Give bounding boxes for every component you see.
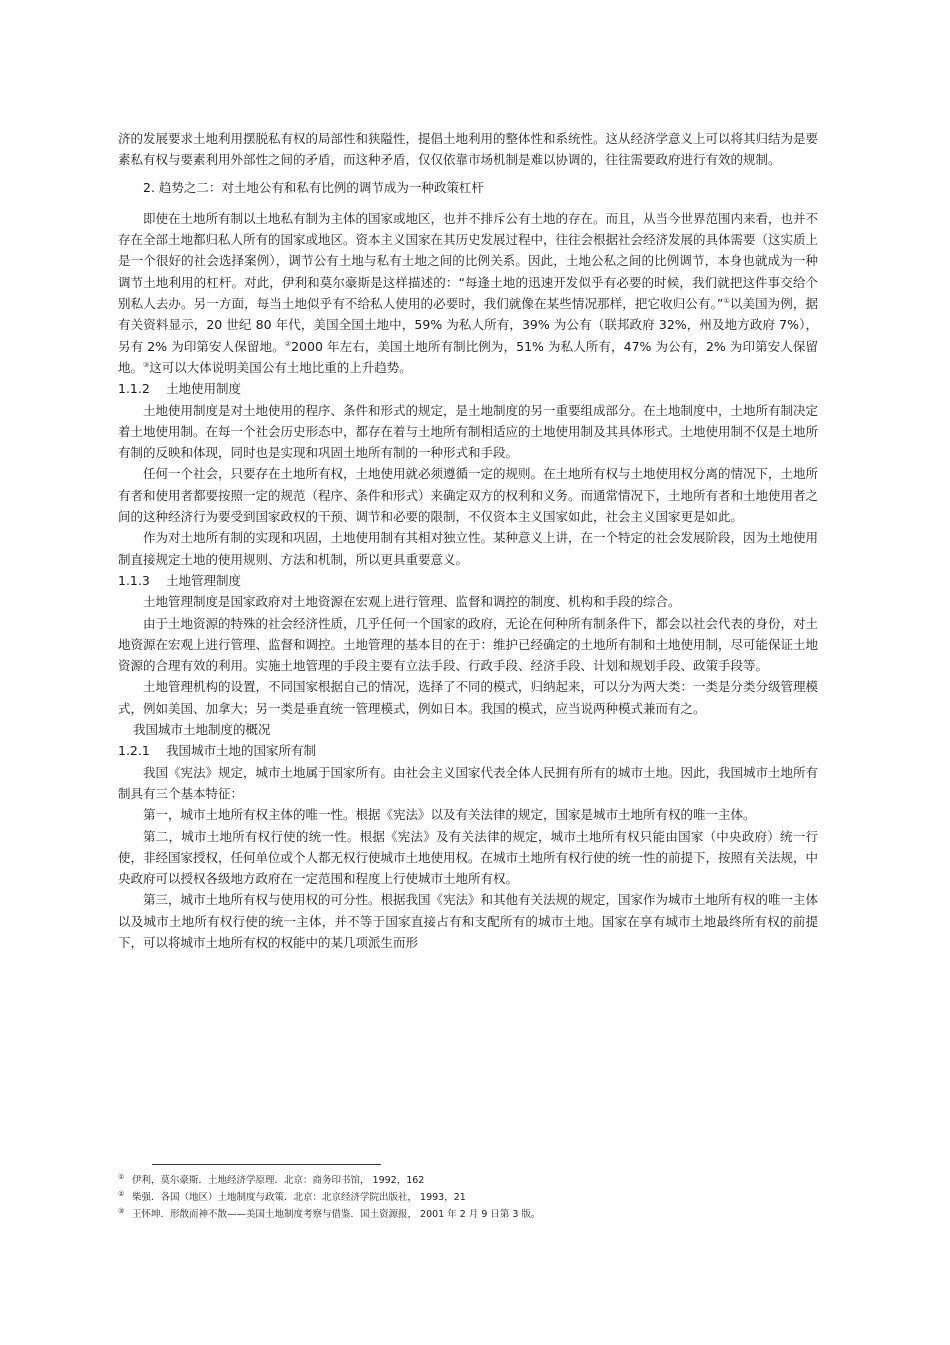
section-heading-1-2-1 — [118, 740, 818, 761]
trend-two-heading: 2. 趋势之二：对土地公有和私有比例的调节成为一种政策杠杆 — [143, 179, 484, 195]
section-heading-1-1-2 — [118, 378, 818, 399]
section-title: 土地使用制度 — [166, 381, 242, 397]
footnote-ref-1[interactable]: ① — [723, 296, 730, 305]
section-number: 1.2.1 — [118, 743, 150, 759]
paragraph-text: 这可以大体说明美国公有土地比重的上升趋势。 — [149, 359, 412, 375]
paragraph-text: 以美国为例，据有关资料显示，20 世纪 80 年代，美国全国土地中，59% 为私人所有，39% 为公有（联邦政府 32%，州及地方政府 7%），另有 2% 为印第安人保留地。 — [118, 296, 818, 354]
paragraph-feature-three: 第三，城市土地所有权与使用权的可分性。根据我国《宪法》和其他有关法规的规定，国家作为城市土地所有权的唯一主体以及城市土地所有权行使的统一主体，并不等于国家直接占有和支配所有的城市土地。国家在享有城市土地最终所有权的前提下，可以将城市土地所有权的权能中的某几项派生而形 — [118, 892, 819, 950]
footnote-text: 柴强．各国（地区）土地制度与政策．北京：北京经济学院出版社， 1993，21 — [132, 1192, 466, 1203]
section-heading-1-1-3 — [118, 570, 818, 591]
footnote-2: ② 柴强．各国（地区）土地制度与政策．北京：北京经济学院出版社， 1993，21 — [118, 1189, 466, 1203]
section-number: 1.1.3 — [118, 572, 150, 588]
paragraph-constitution: 我国《宪法》规定，城市土地属于国家所有。由社会主义国家代表全体人民拥有所有的城市土地。因此，我国城市土地所有制具有三个基本特征： — [118, 764, 819, 801]
footnote-ref-3[interactable]: ③ — [143, 360, 150, 369]
paragraph-feature-one: 第一，城市土地所有权主体的唯一性。根据《宪法》以及有关法律的规定，国家是城市土地所有权的唯一主体。 — [143, 807, 756, 823]
footnotes — [118, 1172, 818, 1223]
paragraph-land-use-system: 土地使用制度是对土地使用的程序、条件和形式的规定，是土地制度的另一重要组成部分。在土地制度中，土地所有制决定着土地使用制。在每一个社会历史形态中，都存在着与土地所有制相适应的土地使用制及其具体形式。土地使用制不仅是土地所有制的反映和体现，同时也是实现和巩固土地所有制的一种形式和手段。 — [118, 402, 819, 461]
paragraph-continuation: 济的发展要求土地利用摆脱私有权的局部性和狭隘性，提倡土地利用的整体性和系统性。这从经济学意义上可以将其归结为是要素私有权与要素利用外部性之间的矛盾，而这种矛盾，仅仅依靠市场机制是难以协调的，往往需要政府进行有效的规制。 — [118, 131, 819, 168]
footnote-text: 王怀坤．形散而神不散——美国土地制度考察与借鉴．国土资源报， 2001 年 2 月 9 日第 3 版。 — [132, 1209, 541, 1220]
footnote-ref-2[interactable]: ② — [284, 339, 292, 348]
paragraph-text: 2000 年左右，美国土地所有制比例为，51% 为私人所有，47% 为公有，2% 为印第安人保留地。 — [118, 338, 819, 375]
footnote-3: ③ 王怀坤．形散而神不散——美国土地制度考察与借鉴．国土资源报， 2001 年 2 月 9 日第 3 版。 — [118, 1206, 541, 1220]
footnote-1: ① 伊利，莫尔豪斯．土地经济学原理．北京：商务印书馆， 1992，162 — [118, 1172, 425, 1186]
footnote-text: 伊利，莫尔豪斯．土地经济学原理．北京：商务印书馆， 1992，162 — [132, 1175, 425, 1186]
body-text — [118, 128, 818, 953]
footnote-divider — [152, 1164, 381, 1165]
section-number: 1.1.2 — [118, 381, 150, 397]
paragraph-feature-two: 第二，城市土地所有权行使的统一性。根据《宪法》及有关法律的规定，城市土地所有权只能由国家（中央政府）统一行使，非经国家授权，任何单位或个人都无权行使城市土地使用权。在城市土地所有权行使的统一性的前提下，按照有关法规，中央政府可以授权各级地方政府在一定范围和程度上行使城市土地所有权。 — [118, 828, 819, 887]
paragraph-land-management-definition: 土地管理制度是国家政府对土地资源在宏观上进行管理、监督和调控的制度、机构和手段的综合。 — [143, 594, 681, 610]
section-title: 我国城市土地的国家所有制 — [166, 743, 317, 759]
paragraph-public-private-ratio — [118, 208, 818, 378]
paragraph-land-management-models: 土地管理机构的设置，不同国家根据自己的情况，选择了不同的模式，归纳起来，可以分为两大类：一类是分类分级管理模式，例如美国、加拿大；另一类是垂直统一管理模式，例如日本。我国的模式，应当说两种模式兼而有之。 — [118, 679, 819, 716]
paragraph-land-use-independence: 作为对土地所有制的实现和巩固，土地使用制有其相对独立性。某种意义上讲，在一个特定的社会发展阶段，因为土地使用制直接规定土地的使用规则、方法和机制，所以更具重要意义。 — [118, 530, 819, 567]
paragraph-land-use-rules: 任何一个社会，只要存在土地所有权，土地使用就必须遵循一定的规则。在土地所有权与土地使用权分离的情况下，土地所有者和使用者都要按照一定的规范（程序、条件和形式）来确定双方的权利和义务。而通常情况下，土地所有者和土地使用者之间的这种经济行为要受到国家政权的干预、调节和必要的限制，不仅资本主义国家如此，社会主义国家更是如此。 — [118, 466, 819, 525]
paragraph-text: 即使在土地所有制以土地私有制为主体的国家或地区，也并不排斥公有土地的存在。而且，从当今世界范围内来看，也并不存在全部土地都归私人所有的国家或地区。资本主义国家在其历史发展过程中，往往会根据社会经济发展的具体需要（这实质上是一个很好的社会选择案例），调节公有土地与私有土地之间的比例关系。因此，土地公私之间的比例调节，本身也就成为一种调节土地利用的杠杆。对此，伊利和莫尔豪斯是这样描述的：“每逢土地的迅速开发似乎有必要的时候，我们就把这件事交给个别私人去办。另一方面，每当土地似乎有不给私人使用的必要时，我们就像在某些情况那样，把它收归公有。” — [118, 210, 819, 312]
paragraph-land-management-purpose: 由于土地资源的特殊的社会经济性质，几乎任何一个国家的政府，无论在何种所有制条件下，都会以社会代表的身份，对土地资源在宏观上进行管理、监督和调控。土地管理的基本目的在于：维护已经确定的土地所有制和土地使用制，尽可能保证土地资源的合理有效的利用。实施土地管理的手段主要有立法手段、行政手段、经济手段、计划和规划手段、政策手段等。 — [118, 615, 819, 674]
section-heading-china-urban-land: 我国城市土地制度的概况 — [133, 722, 271, 738]
section-title: 土地管理制度 — [166, 572, 242, 588]
